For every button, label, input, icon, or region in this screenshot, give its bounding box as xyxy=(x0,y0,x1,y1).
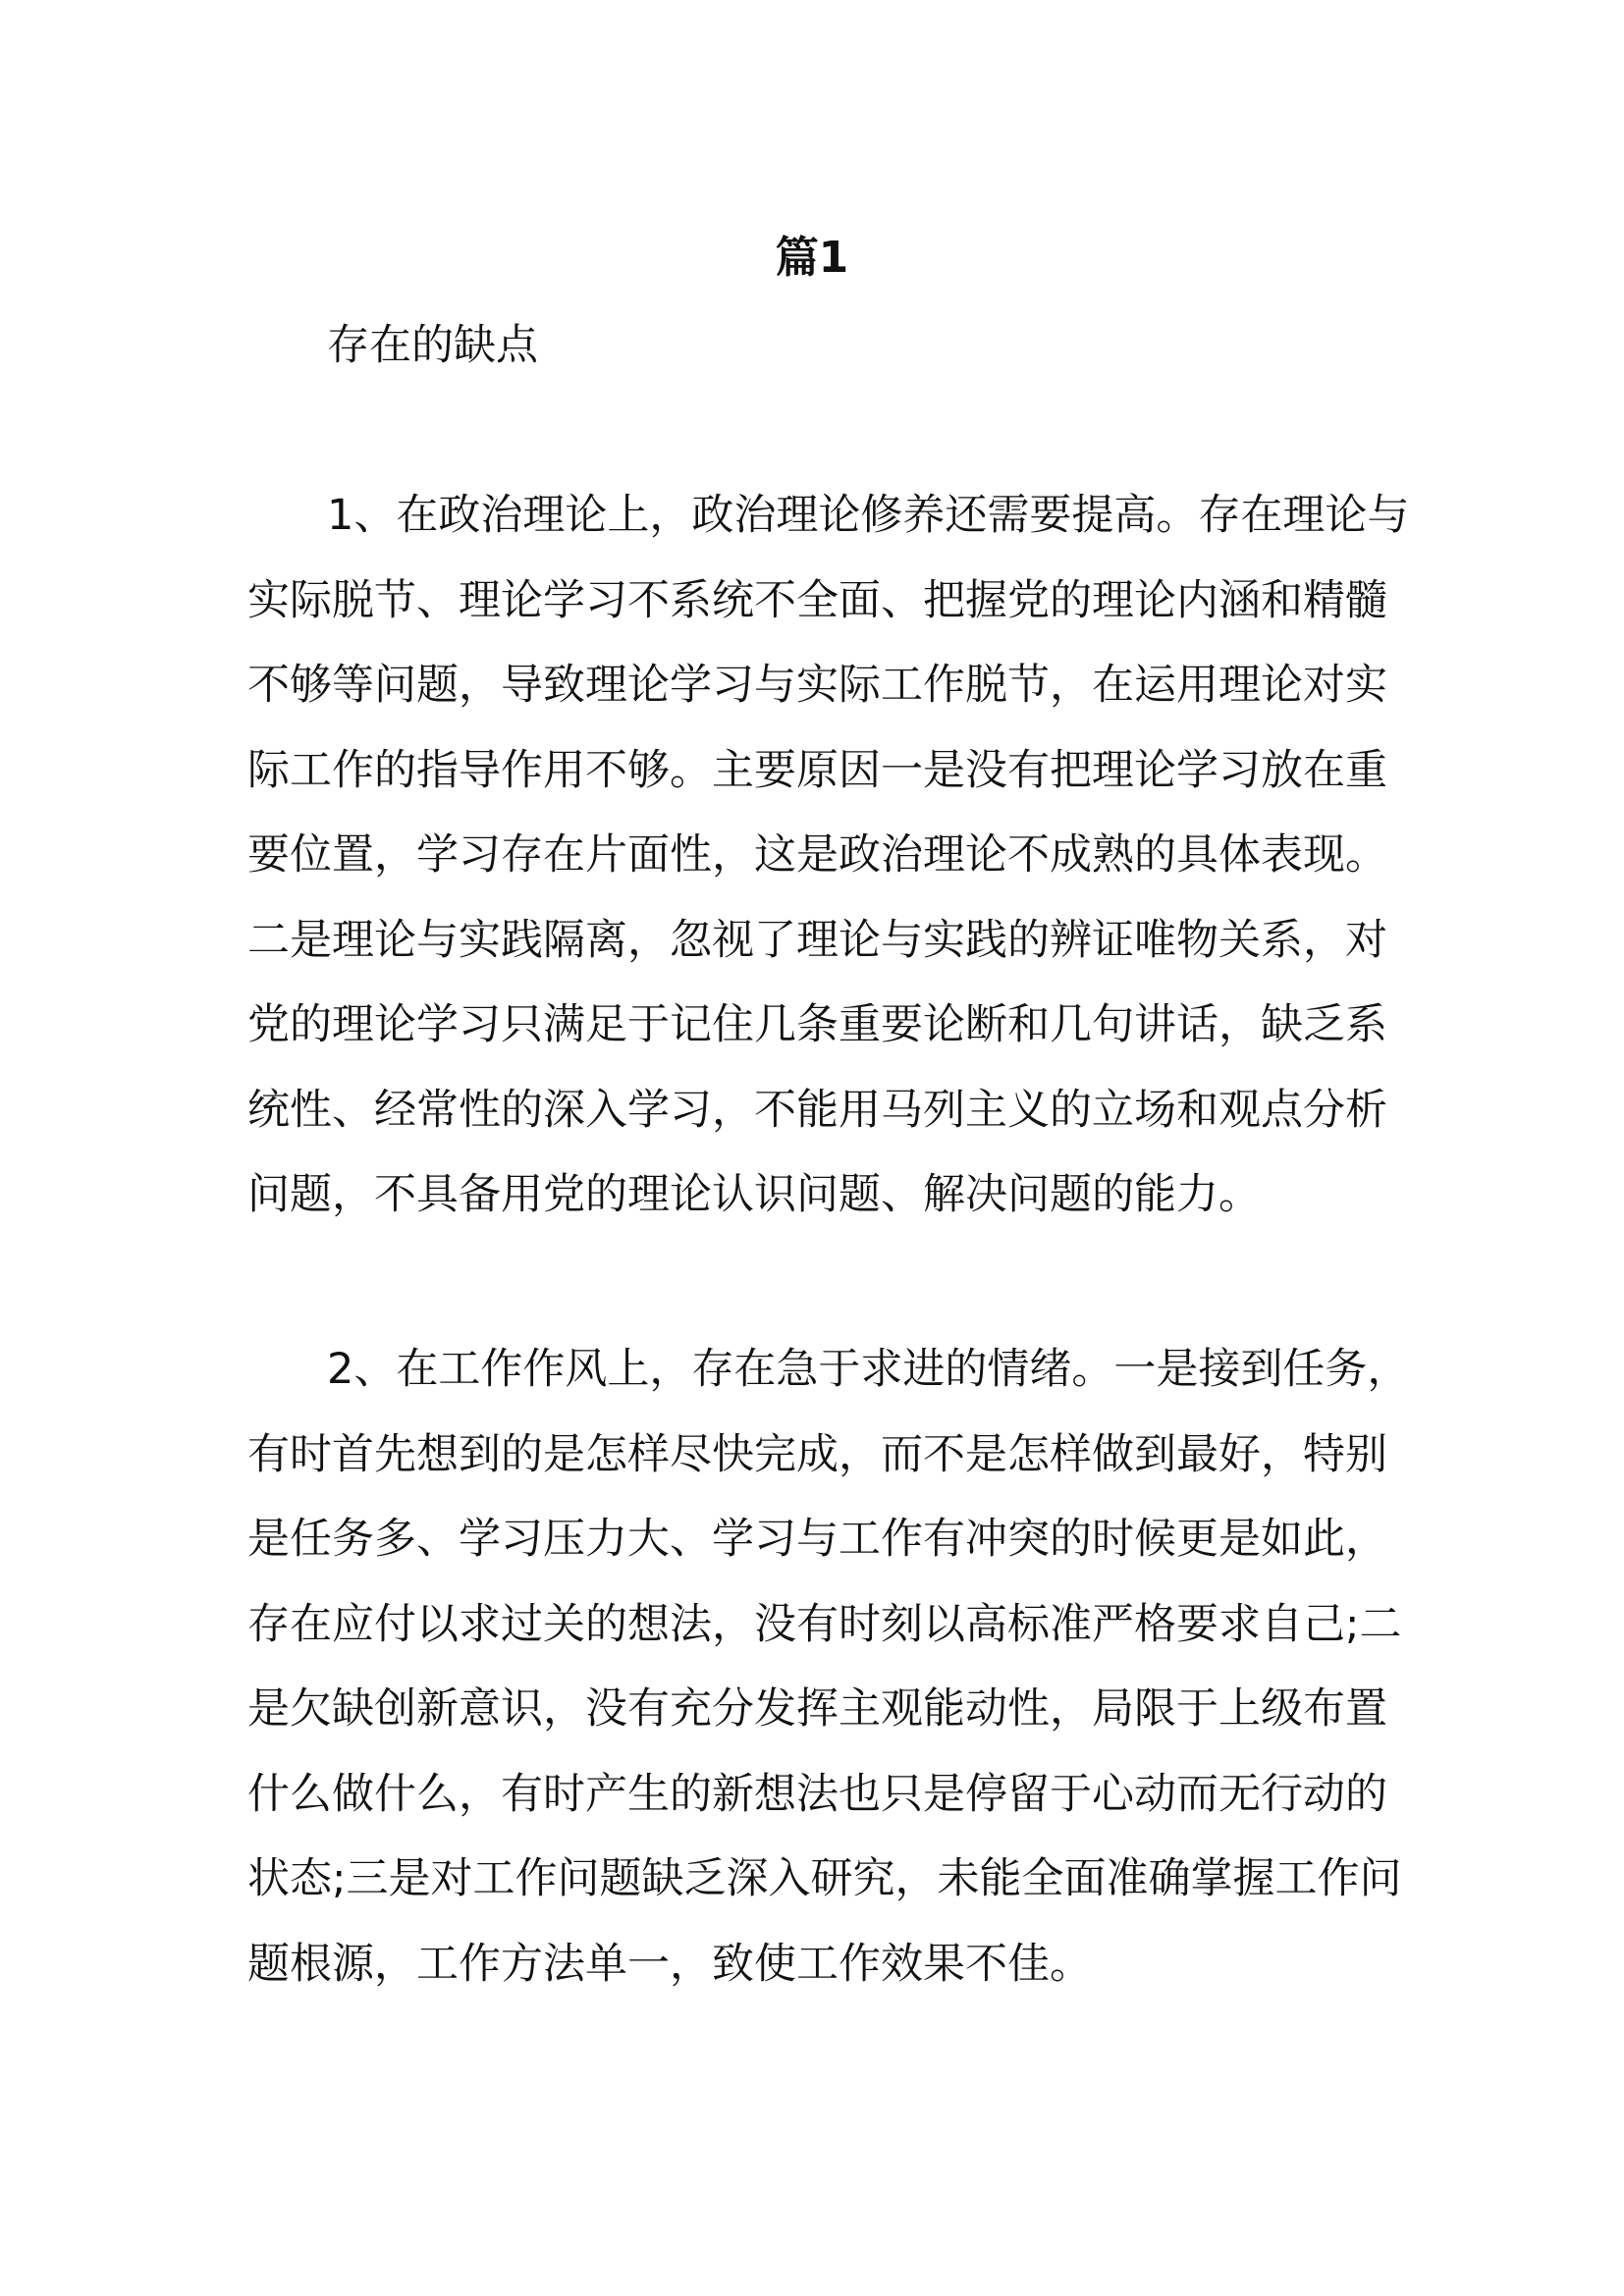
paragraph-line: 是任务多、学习压力大、学习与工作有冲突的时候更是如此， xyxy=(247,1515,1387,1564)
section-title: 篇1 xyxy=(775,233,849,283)
paragraph-line: 题根源，工作方法单一，致使工作效果不佳。 xyxy=(247,1939,1092,1989)
paragraph-2 xyxy=(247,1327,1410,2006)
paragraph-line: 统性、经常性的深入学习，不能用马列主义的立场和观点分析 xyxy=(247,1085,1387,1135)
section-heading: 存在的缺点 xyxy=(327,321,538,370)
paragraph-line: 实际脱节、理论学习不系统不全面、把握党的理论内涵和精髓 xyxy=(247,575,1387,625)
paragraph-line: 2、在工作作风上，存在急于求进的情绪。一是接到任务， xyxy=(327,1345,1410,1394)
paragraph-line: 什么做什么，有时产生的新想法也只是停留于心动而无行动的 xyxy=(247,1769,1387,1819)
paragraph-line: 不够等问题，导致理论学习与实际工作脱节，在运用理论对实 xyxy=(247,661,1387,710)
paragraph-line: 存在应付以求过关的想法，没有时刻以高标准严格要求自己;二 xyxy=(247,1599,1402,1649)
paragraph-1 xyxy=(247,473,1410,1238)
paragraph-line: 问题，不具备用党的理论认识问题、解决问题的能力。 xyxy=(247,1170,1261,1219)
paragraph-line: 际工作的指导作用不够。主要原因一是没有把理论学习放在重 xyxy=(247,745,1387,795)
paragraph-line: 有时首先想到的是怎样尽快完成，而不是怎样做到最好，特别 xyxy=(247,1429,1387,1479)
paragraph-line: 状态;三是对工作问题缺乏深入研究，未能全面准确掌握工作问 xyxy=(247,1854,1402,1903)
paragraph-line: 党的理论学习只满足于记住几条重要论断和几句讲话，缺乏系 xyxy=(247,1000,1387,1049)
paragraph-line: 是欠缺创新意识，没有充分发挥主观能动性，局限于上级布置 xyxy=(247,1684,1387,1734)
paragraph-line: 二是理论与实践隔离，忽视了理论与实践的辨证唯物关系，对 xyxy=(247,915,1387,965)
paragraph-line: 要位置，学习存在片面性，这是政治理论不成熟的具体表现。 xyxy=(247,830,1387,880)
paragraph-line: 1、在政治理论上，政治理论修养还需要提高。存在理论与 xyxy=(327,491,1410,540)
